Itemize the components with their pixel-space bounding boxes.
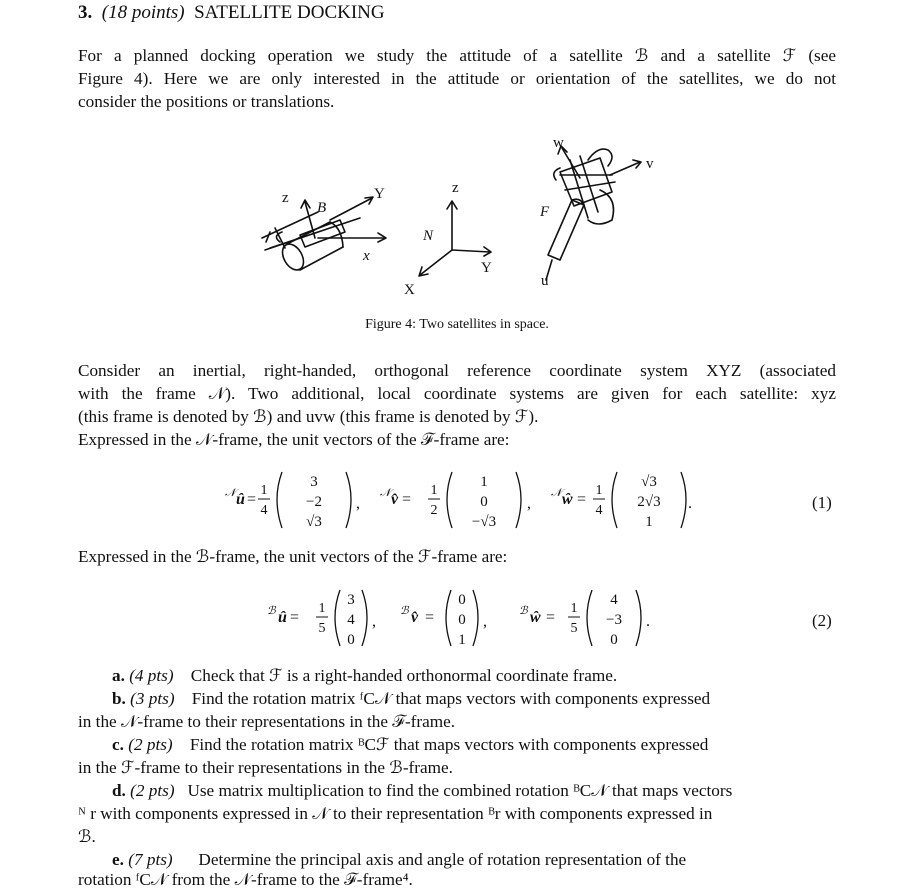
eq1-w-row: 2√3 — [637, 494, 661, 510]
part-d-cont2: ℬ. — [78, 827, 96, 846]
problem-heading — [78, 2, 385, 24]
svg-text:.: . — [688, 495, 692, 512]
part-b — [112, 687, 710, 710]
figure-label: N — [423, 228, 434, 244]
part-text: Determine the principal axis and angle of rotation representation of the — [198, 850, 687, 869]
figure-label: x — [363, 248, 370, 264]
satellites-figure — [0, 120, 914, 320]
part-a — [112, 664, 617, 687]
body-line: with the frame 𝒩). Two additional, local coordinate systems are given for each satellite: xyz — [78, 384, 836, 403]
figure-label: u — [541, 273, 549, 289]
eq1-u-row: 3 — [310, 474, 318, 490]
intro-paragraph — [78, 44, 836, 113]
eq2-w-row: 0 — [610, 632, 618, 648]
part-label: a. — [112, 666, 125, 685]
eq2-v-vec: v̂ — [411, 609, 419, 626]
part-c — [112, 733, 708, 756]
eq2-w-den: 5 — [570, 621, 578, 636]
part-text: Use matrix multiplication to find the combined rotation ᴮC𝒩 that maps vectors — [187, 781, 733, 800]
intro-line: Figure 4). Here we are only interested in the attitude or orientation of the satellites, we do not — [78, 69, 836, 88]
part-points: (2 pts) — [128, 735, 173, 754]
eq1-number: (1) — [812, 493, 832, 512]
eq2-u-num: 1 — [318, 601, 326, 616]
eq2-v-row: 0 — [458, 592, 466, 608]
mid-paragraph — [78, 545, 836, 568]
part-points: (2 pts) — [130, 781, 175, 800]
figure-label: Y — [481, 260, 492, 276]
body-line: (this frame is denoted by ℬ) and uvw (this frame is denoted by ℱ). — [78, 407, 539, 426]
svg-text:=: = — [425, 609, 435, 626]
svg-text:=: = — [247, 491, 257, 508]
svg-text:=: = — [546, 609, 556, 626]
eq2-v-row: 0 — [458, 612, 466, 628]
svg-text:=: = — [577, 491, 587, 508]
svg-text:,: , — [356, 495, 360, 512]
part-b-cont: in the 𝒩-frame to their representations in the ℱ-frame. — [78, 712, 456, 731]
problem-points: (18 points) — [101, 2, 185, 23]
eq2-w-row: 4 — [610, 592, 618, 608]
part-label: e. — [112, 850, 124, 869]
eq2-w-num: 1 — [570, 601, 578, 616]
eq2-w-vec: ŵ — [530, 609, 541, 626]
eq2-v-frame: ℬ — [400, 605, 409, 617]
body-line: Expressed in the 𝒩-frame, the unit vectors of the ℱ-frame are: — [78, 430, 510, 449]
part-label: c. — [112, 735, 124, 754]
body-paragraph — [78, 359, 836, 451]
part-label: d. — [112, 781, 126, 800]
eq1-u-num: 1 — [260, 483, 268, 498]
eq2-u-row: 3 — [347, 592, 355, 608]
eq1-w-vec: ŵ — [562, 491, 573, 508]
figure-label: v — [646, 156, 654, 172]
body-line: Consider an inertial, right-handed, orthogonal reference coordinate system XYZ (associated — [78, 361, 836, 380]
svg-text:,: , — [527, 495, 531, 512]
eq1-w-frame: 𝒩 — [551, 487, 562, 499]
svg-text:,: , — [483, 613, 487, 630]
eq1-v-row: 1 — [480, 474, 488, 490]
part-c-cont: in the ℱ-frame to their representations in the ℬ-frame. — [78, 758, 453, 777]
eq1-u-row: √3 — [306, 514, 322, 530]
eq1-v-num: 1 — [430, 483, 438, 498]
problem-title: SATELLITE DOCKING — [194, 2, 385, 23]
eq1-v-den: 2 — [430, 503, 438, 518]
figure-label: B — [317, 200, 327, 216]
eq1-w-den: 4 — [595, 503, 603, 518]
equation-2 — [0, 584, 914, 654]
eq1-v-row: 0 — [480, 494, 488, 510]
eq2-w-frame: ℬ — [519, 605, 528, 617]
part-label: b. — [112, 689, 126, 708]
part-d — [112, 779, 732, 802]
part-points: (7 pts) — [128, 850, 173, 869]
equation-1 — [0, 466, 914, 536]
part-points: (4 pts) — [129, 666, 174, 685]
svg-text:.: . — [646, 613, 650, 630]
figure-label: F — [540, 204, 550, 220]
svg-text:=: = — [290, 609, 300, 626]
eq2-w-row: −3 — [606, 612, 622, 628]
svg-text:=: = — [402, 491, 412, 508]
part-text: Find the rotation matrix ᴮCℱ that maps vectors with components expressed — [189, 735, 709, 754]
figure-label: z — [452, 180, 459, 196]
figure-label: z — [282, 190, 289, 206]
eq1-u-vec: û — [236, 491, 245, 508]
part-d-cont: ᴺ r with components expressed in 𝒩 to their representation ᴮr with components expressed in — [78, 804, 713, 823]
part-e-cont: rotation ᶠC𝒩 from the 𝒩-frame to the ℱ-frame⁴. — [78, 870, 413, 889]
figure-label: X — [404, 282, 415, 298]
satellite-f-sketch — [546, 146, 641, 280]
eq2-u-den: 5 — [318, 621, 326, 636]
svg-text:,: , — [372, 613, 376, 630]
mid-line: Expressed in the ℬ-frame, the unit vectors of the ℱ-frame are: — [78, 547, 508, 566]
eq2-u-vec: û — [278, 609, 287, 626]
eq1-v-frame: 𝒩 — [380, 487, 391, 499]
eq1-u-row: −2 — [306, 494, 322, 510]
eq2-u-row: 4 — [347, 612, 355, 628]
eq1-v-row: −√3 — [471, 514, 497, 530]
eq2-u-frame: ℬ — [267, 605, 276, 617]
eq1-w-row: √3 — [641, 474, 657, 490]
eq1-w-num: 1 — [595, 483, 603, 498]
eq2-v-row: 1 — [458, 632, 466, 648]
intro-line: consider the positions or translations. — [78, 92, 335, 111]
figure-label: w — [553, 135, 564, 151]
part-text: Find the rotation matrix ᶠC𝒩 that maps vectors with components expressed — [191, 689, 711, 708]
eq1-w-row: 1 — [645, 514, 653, 530]
eq2-u-row: 0 — [347, 632, 355, 648]
figure-caption: Figure 4: Two satellites in space. — [365, 317, 549, 332]
intro-line: For a planned docking operation we study the attitude of a satellite ℬ and a satellite ℱ (see — [78, 46, 836, 65]
eq1-u-frame: 𝒩 — [225, 487, 236, 499]
figure-label: Y — [374, 186, 385, 202]
part-points: (3 pts) — [130, 689, 175, 708]
problem-number: 3. — [78, 2, 93, 23]
part-text: Check that ℱ is a right-handed orthonormal coordinate frame. — [190, 666, 618, 685]
eq1-u-den: 4 — [260, 503, 268, 518]
eq1-v-vec: v̂ — [391, 491, 399, 508]
eq2-number: (2) — [812, 611, 832, 630]
